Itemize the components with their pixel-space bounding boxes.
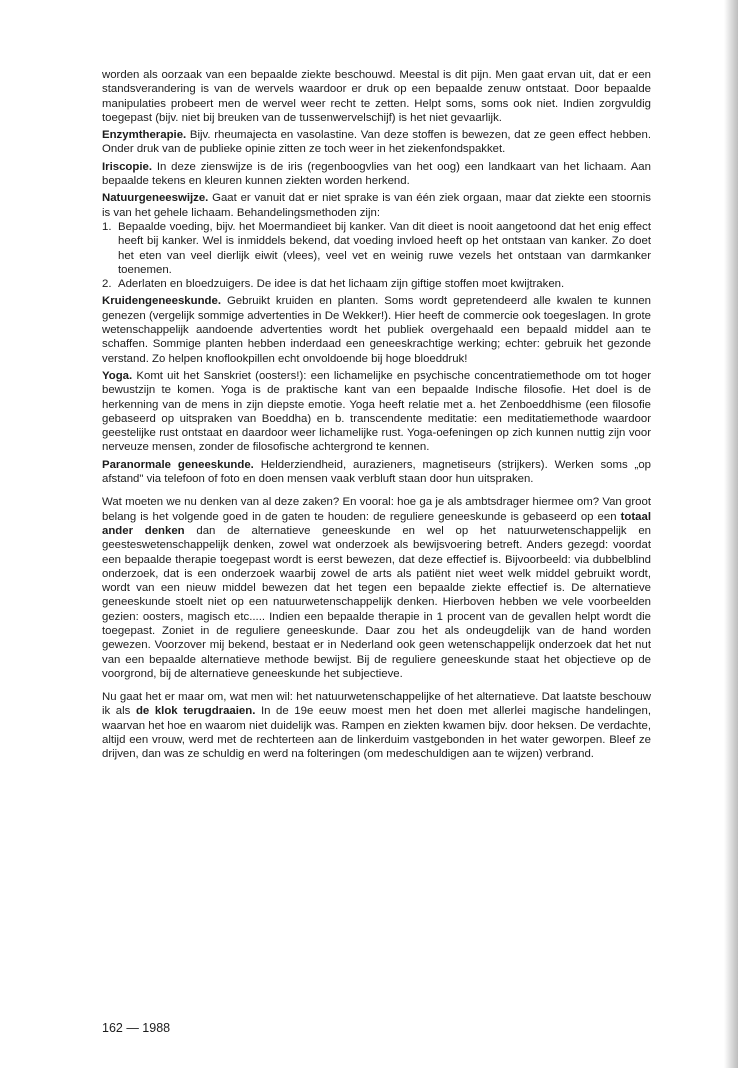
paragraph-iriscopie: [102, 160, 651, 189]
term-yoga: Yoga.: [102, 369, 133, 382]
paragraph-natuurgeneeswijze: [102, 191, 651, 220]
list-item: [102, 277, 651, 291]
text-discussion-a: Wat moeten we nu denken van al deze zaken? En vooral: hoe ga je als ambtsdrager hiermee om? Van groot belang is het volgende goed in de gaten te houden: de reguliere geneeskunde is gebaseerd op een: [102, 496, 651, 523]
paragraph-conclusion: [102, 690, 651, 761]
paragraph-kruidengeneeskunde: [102, 294, 651, 365]
term-paranormale-geneeskunde: Paranormale geneeskunde.: [102, 458, 254, 471]
emphasis-klok-terugdraaien: de klok terugdraaien.: [135, 705, 256, 718]
text-paranormale-geneeskunde: Helderziendheid, aurazieners, magnetiseurs (strijkers). Werken soms „op afstand" via telefoon of foto en doen mensen vaak verbluft staan door hun uitspraken.: [102, 458, 652, 486]
list-item: [102, 220, 651, 277]
document-body: [102, 68, 651, 765]
page-edge-shadow: [724, 0, 738, 1068]
text-yoga: Komt uit het Sanskriet (oosters!): een lichamelijke en psychische concentratiemethode om tot hoger bewustzijn te komen. Yoga is de praktische kant van een bepaalde Indische filosofie. Het doel is de herkenning van de mens in zijn diepste emotie. Yoga heeft relatie met a. het Zenboeddhisme (een filosofie gebaseerd op uitspraken van Boeddha) en b. transcendente meditatie: een meditatiemethode waardoor geestelijke rust ontstaat en daardoor weer lichamelijke rust. Yoga-oefeningen op zich kunnen nuttig zijn voor nerveuze mensen, zonder de filosofische achtergrond te kennen.: [102, 369, 651, 454]
text-conclusion-a: Nu gaat het er maar om, wat men wil: het natuurwetenschappelijke of het alternatieve. Dat laatste beschouw ik als: [102, 691, 651, 718]
term-natuurgeneeswijze: Natuurgeneeswijze.: [102, 192, 209, 205]
treatment-list: [102, 220, 651, 291]
text-discussion-b: dan de alternatieve geneeskunde en wel op het natuurwetenschappelijk en geesteswetenschappelijk denken, zowel wat onderzoek als bewijsvoering betreft. Anders gezegd: voordat een bepaalde therapie toegepast wordt is eerst bewezen, dat deze effectief is. Bijvoorbeeld: via dubbelblind onderzoek, dat is een onderzoek waarbij zowel de arts als patiënt niet weet welk middel gebruikt wordt, wordt van een nieuw middel bewezen dat het tegen een bepaalde ziekte effectief is. De alternatieve geneeskunde stoelt niet op een natuurwetenschappelijk denken. Hierboven hebben we vele voorbeelden gezien: oosters, magisch etc..... Indien een bepaalde therapie in 1 procent van de gevallen helpt wordt die toegepast. Zoniet in de reguliere geneeskunde. Daar zou het als ondeugdelijk van de hand worden gewezen. Voorzover mij bekend, bestaat er in Nederland ook geen wetenschappelijk onderzoek dat het nut van een bepaalde alternatieve methode bewijst. Bij de reguliere geneeskunde staat het objectieve op de voorgrond, bij de alternatieve geneeskunde het subjectieve.: [102, 524, 651, 680]
paragraph-enzymtherapie: [102, 128, 651, 157]
text-kruidengeneeskunde: Gebruikt kruiden en planten. Soms wordt gepretendeerd alle kwalen te kunnen genezen (vergelijk sommige advertenties in De Wekker!). Hier heeft de commercie ook toegeslagen. In grote wetenschappelijk aandoende advertenties wordt het publiek overgehaald een bepaald middel aan te schaffen. Sommige planten hebben inderdaad een geneeskrachtige werking; echter: gebruik het gezonde verstand. Zo helpen knoflookpillen echt onvoldoende bij hoge bloeddruk!: [102, 295, 651, 365]
list-item-number: 1.: [102, 220, 112, 233]
term-enzymtherapie: Enzymtherapie.: [102, 129, 187, 142]
list-item-number: 2.: [102, 278, 112, 291]
text-enzymtherapie: Bijv. rheumajecta en vasolastine. Van deze stoffen is bewezen, dat ze geen effect hebben. Onder druk van de publieke opinie zitten ze toch weer in het ziekenfondspakket.: [102, 129, 651, 156]
text-natuurgeneeswijze: Gaat er vanuit dat er niet sprake is van één ziek orgaan, maar dat ziekte een stoornis is van het gehele lichaam. Behandelingsmethoden zijn:: [102, 192, 651, 219]
page-number: 162 — 1988: [102, 1021, 171, 1035]
paragraph-yoga: [102, 369, 651, 455]
text-iriscopie: In deze zienswijze is de iris (regenboogvlies van het oog) een landkaart van het lichaam. Aan bepaalde tekens en kleuren kunnen ziekten worden herkend.: [102, 160, 651, 188]
list-item-text: Aderlaten en bloedzuigers. De idee is dat het lichaam zijn giftige stoffen moet kwijtraken.: [118, 278, 565, 291]
paragraph-chiropractie-continued: worden als oorzaak van een bepaalde ziekte beschouwd. Meestal is dit pijn. Men gaat ervan uit, dat er een standsverandering is van de wervels waardoor er druk op een bepaalde zenuw ontstaat. Door bepaalde manipulaties probeert men de wervel weer recht te zetten. Helpt soms, soms ook niet. Indien zorgvuldig toegepast (bijv. niet bij breuken van de tussenwervelschijf) is het niet gevaarlijk.: [102, 69, 651, 124]
term-kruidengeneeskunde: Kruidengeneeskunde.: [102, 295, 221, 308]
text-conclusion-b: In de 19e eeuw moest men het doen met allerlei magische handelingen, waarvan het hoe en waarom niet duidelijk was. Rampen en ziekten kwamen bijv. door heksen. De verdachte, altijd een vrouw, werd met de rechterteen aan de linkerduim vastgebonden in het water geworpen. Bleef ze drijven, dan was ze schuldig en werd na folteringen (om medeschuldigen aan te wijzen) verbrand.: [102, 705, 652, 761]
emphasis-totaal-ander-denken: totaal ander denken: [102, 510, 651, 537]
paragraph-discussion: [102, 495, 651, 681]
list-item-text: Bepaalde voeding, bijv. het Moermandieet bij kanker. Van dit dieet is nooit aangetoond dat het enig effect heeft bij kanker. Wel is inmiddels bekend, dat voeding invloed heeft op het ontstaan van kanker. Zo doet het eten van veel dierlijk eiwit (vlees), veel vet en weinig ruwe vezels het ontstaan van darmkanker toenemen.: [118, 220, 651, 276]
term-iriscopie: Iriscopie.: [102, 160, 153, 173]
paragraph-paranormale-geneeskunde: [102, 458, 651, 487]
